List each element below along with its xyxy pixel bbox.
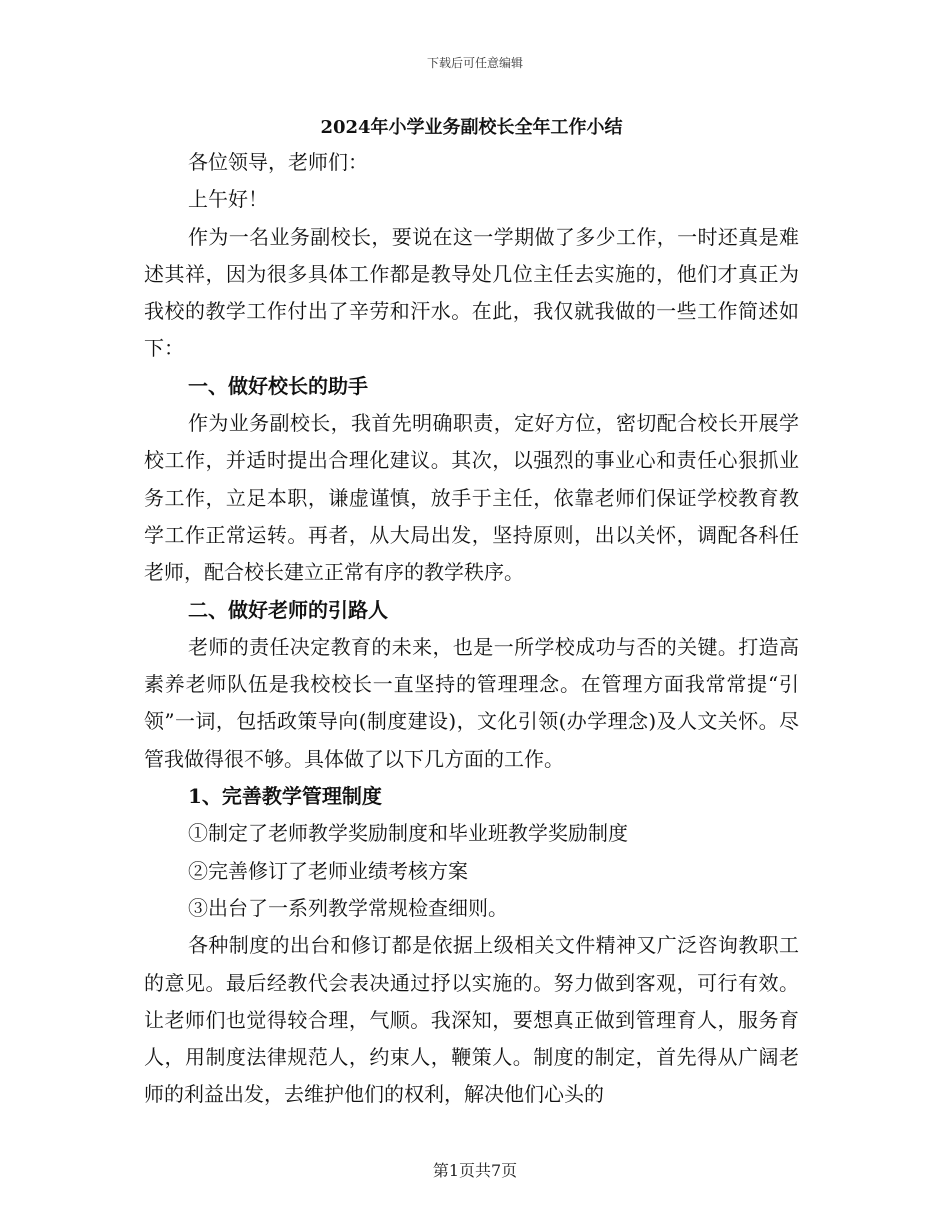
greeting: 上午好！ (188, 187, 268, 212)
section-1-paragraph: 作为业务副校长，我首先明确职责，定好方位，密切配合校长开展学校工作，并适时提出合理化建议。其次，以强烈的事业心和责任心狠抓业务工作，立足本职，谦虚谨慎，放手于主任，依靠老师们保证学校教育教学工作正常运转。再者，从大局出发，坚持原则，出以关怀，调配各科任老师，配合校长建立正常有序的教学秩序。 (144, 411, 799, 585)
list-item-2: ②完善修订了老师业绩考核方案 (188, 858, 468, 883)
list-item-1: ①制定了老师教学奖励制度和毕业班教学奖励制度 (188, 821, 628, 846)
document-title: 2024年小学业务副校长全年工作小结 (320, 117, 623, 138)
section-2-paragraph: 老师的责任决定教育的未来，也是一所学校成功与否的关键。打造高素养老师队伍是我校校长一直坚持的管理理念。在管理方面我常常提“引领”一词，包括政策导向(制度建设)，文化引领(办学理念)及人文关怀。尽管我做得很不够。具体做了以下几方面的工作。 (144, 634, 799, 771)
section-heading-1: 一、做好校长的助手 (188, 373, 368, 398)
header-note: 下载后可任意编辑 (426, 56, 523, 70)
section-heading-2: 二、做好老师的引路人 (188, 597, 388, 622)
document-body (144, 116, 799, 1114)
page-number: 第1页共7页 (432, 1161, 518, 1180)
subsection-heading-1: 1、完善教学管理制度 (188, 784, 382, 809)
salutation: 各位领导，老师们： (188, 150, 368, 174)
closing-paragraph: 各种制度的出台和修订都是依据上级相关文件精神又广泛咨询教职工的意见。最后经教代会表决通过抒以实施的。努力做到客观，可行有效。让老师们也觉得较合理，气顺。我深知，要想真正做到管理育人，服务育人，用制度法律规范人，约束人，鞭策人。制度的制定，首先得从广阔老师的利益出发，去维护他们的权利，解决他们心头的 (144, 933, 799, 1107)
intro-paragraph: 作为一名业务副校长，要说在这一学期做了多少工作，一时还真是难述其祥，因为很多具体工作都是教导处几位主任去实施的，他们才真正为我校的教学工作付出了辛劳和汗水。在此，我仅就我做的一些工作简述如下： (144, 224, 799, 361)
list-item-3: ③出台了一系列教学常规检查细则。 (188, 895, 508, 920)
